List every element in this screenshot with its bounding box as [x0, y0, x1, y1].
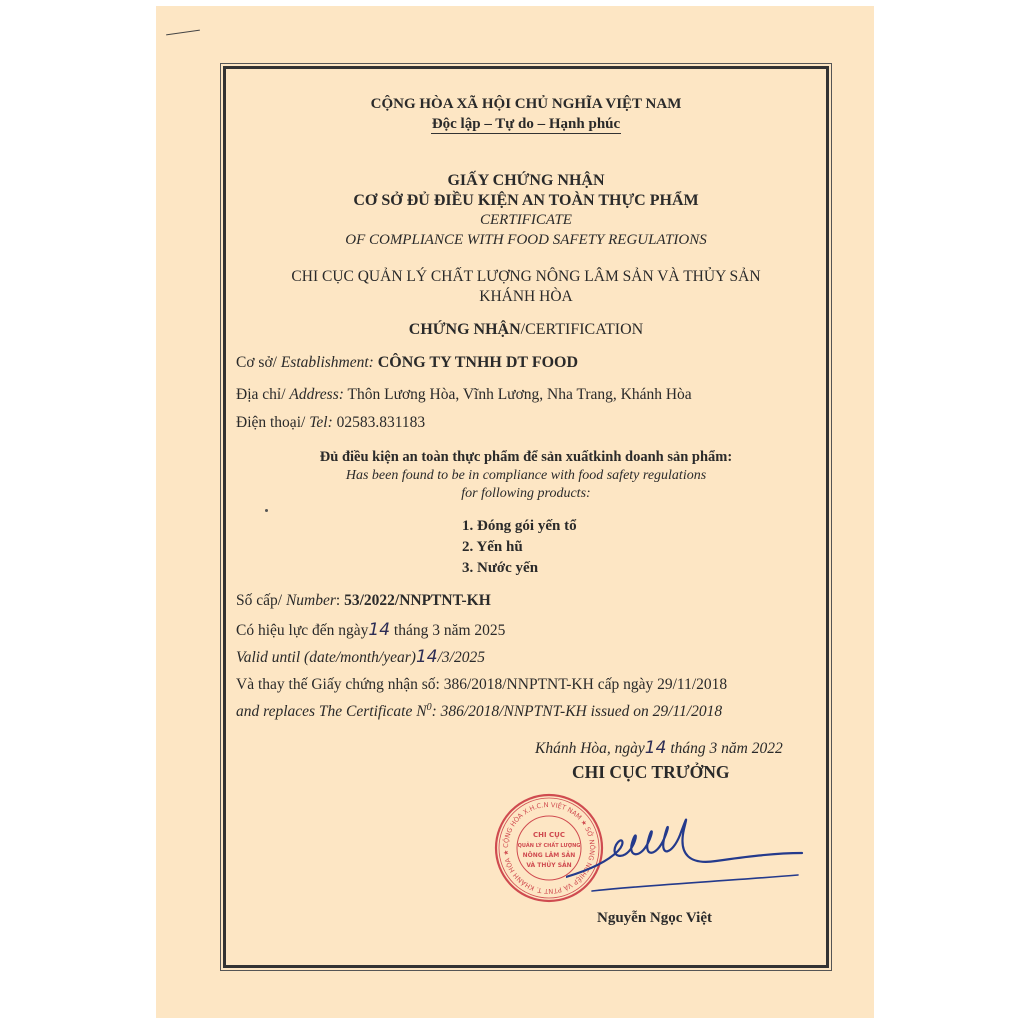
- validity-row-vi: Có hiệu lực đến ngày14 tháng 3 năm 2025: [236, 620, 506, 640]
- certification-heading: CHỨNG NHẬN/CERTIFICATION: [408, 321, 644, 338]
- national-motto: Độc lập – Tự do – Hạnh phúc: [431, 116, 621, 132]
- signatory-name: Nguyễn Ngọc Việt: [597, 910, 712, 926]
- seal-ring-text: CỘNG HÒA X.H.C.N VIỆT NAM ★ SỞ NÔNG NGHIỆP VÀ PTNT T. KHÁNH HÒA ★: [501, 800, 597, 896]
- signature-scribble: [566, 799, 806, 899]
- compliance-statement-en-2: for following products:: [461, 486, 591, 501]
- certificate-number: 53/2022/NNPTNT-KH: [344, 592, 491, 609]
- handwritten-day: 14: [415, 647, 438, 667]
- replaces-row-en: and replaces The Certificate $N^0$: 386/2018/NNPTNT-KH issued on 29/11/2018: [236, 702, 723, 721]
- certificate-number-row: Số cấp/ Number: 53/2022/NNPTNT-KH: [236, 592, 491, 609]
- certificate-frame: [223, 66, 829, 968]
- seal-center-line-1: CHI CỤC: [533, 831, 565, 839]
- handwritten-day: 14: [368, 620, 391, 640]
- seal-center-line-4: VÀ THỦY SẢN: [526, 862, 572, 869]
- compliance-statement-vi: Đủ điều kiện an toàn thực phẩm để sản xuấtkinh doanh sản phẩm:: [319, 449, 733, 465]
- establishment-name: CÔNG TY TNHH DT FOOD: [377, 354, 579, 371]
- corner-pen-mark: [166, 30, 200, 36]
- signatory-title: CHI CỤC TRƯỞNG: [572, 762, 730, 782]
- seal-center-line-2: QUẢN LÝ CHẤT LƯỢNG: [517, 843, 581, 849]
- establishment-row: Cơ sở/ Establishment: CÔNG TY TNHH DT FOOD: [236, 354, 579, 371]
- seal-center-line-3: NÔNG LÂM SẢN: [522, 852, 576, 859]
- issuer-line-1: CHI CỤC QUẢN LÝ CHẤT LƯỢNG NÔNG LÂM SẢN VÀ THỦY SẢN: [291, 268, 761, 285]
- product-item-2: 2. Yến hũ: [462, 539, 523, 555]
- validity-row-en: Valid until (date/month/year)14/3/2025: [236, 647, 485, 667]
- certificate-subtitle-en: OF COMPLIANCE WITH FOOD SAFETY REGULATIONS: [345, 232, 707, 248]
- issue-date: Khánh Hòa, ngày14 tháng 3 năm 2022: [535, 738, 783, 758]
- phone-row: Điện thoại/ Tel: 02583.831183: [236, 414, 426, 431]
- product-item-1: 1. Đóng gói yến tổ: [462, 518, 577, 534]
- product-item-3: 3. Nước yến: [462, 560, 539, 576]
- address-row: Địa chỉ/ Address: Thôn Lương Hòa, Vĩnh Lương, Nha Trang, Khánh Hòa: [236, 386, 692, 403]
- certificate-paper: [156, 6, 874, 1018]
- handwritten-day: 14: [644, 738, 667, 758]
- republic-heading: CỘNG HÒA XÃ HỘI CHỦ NGHĨA VIỆT NAM: [370, 96, 682, 112]
- certificate-title-en: CERTIFICATE: [480, 212, 572, 228]
- compliance-statement-en-1: Has been found to be in compliance with food safety regulations: [345, 468, 707, 483]
- certificate-subtitle-vi: CƠ SỞ ĐỦ ĐIỀU KIỆN AN TOÀN THỰC PHẨM: [353, 192, 699, 209]
- issuer-line-2: KHÁNH HÒA: [479, 288, 573, 305]
- certificate-title-vi: GIẤY CHỨNG NHẬN: [447, 172, 605, 189]
- address-value: Thôn Lương Hòa, Vĩnh Lương, Nha Trang, Khánh Hòa: [347, 386, 692, 403]
- replaces-row-vi: Và thay thế Giấy chứng nhận số: 386/2018/NNPTNT-KH cấp ngày 29/11/2018: [236, 676, 728, 693]
- phone-value: 02583.831183: [336, 414, 426, 431]
